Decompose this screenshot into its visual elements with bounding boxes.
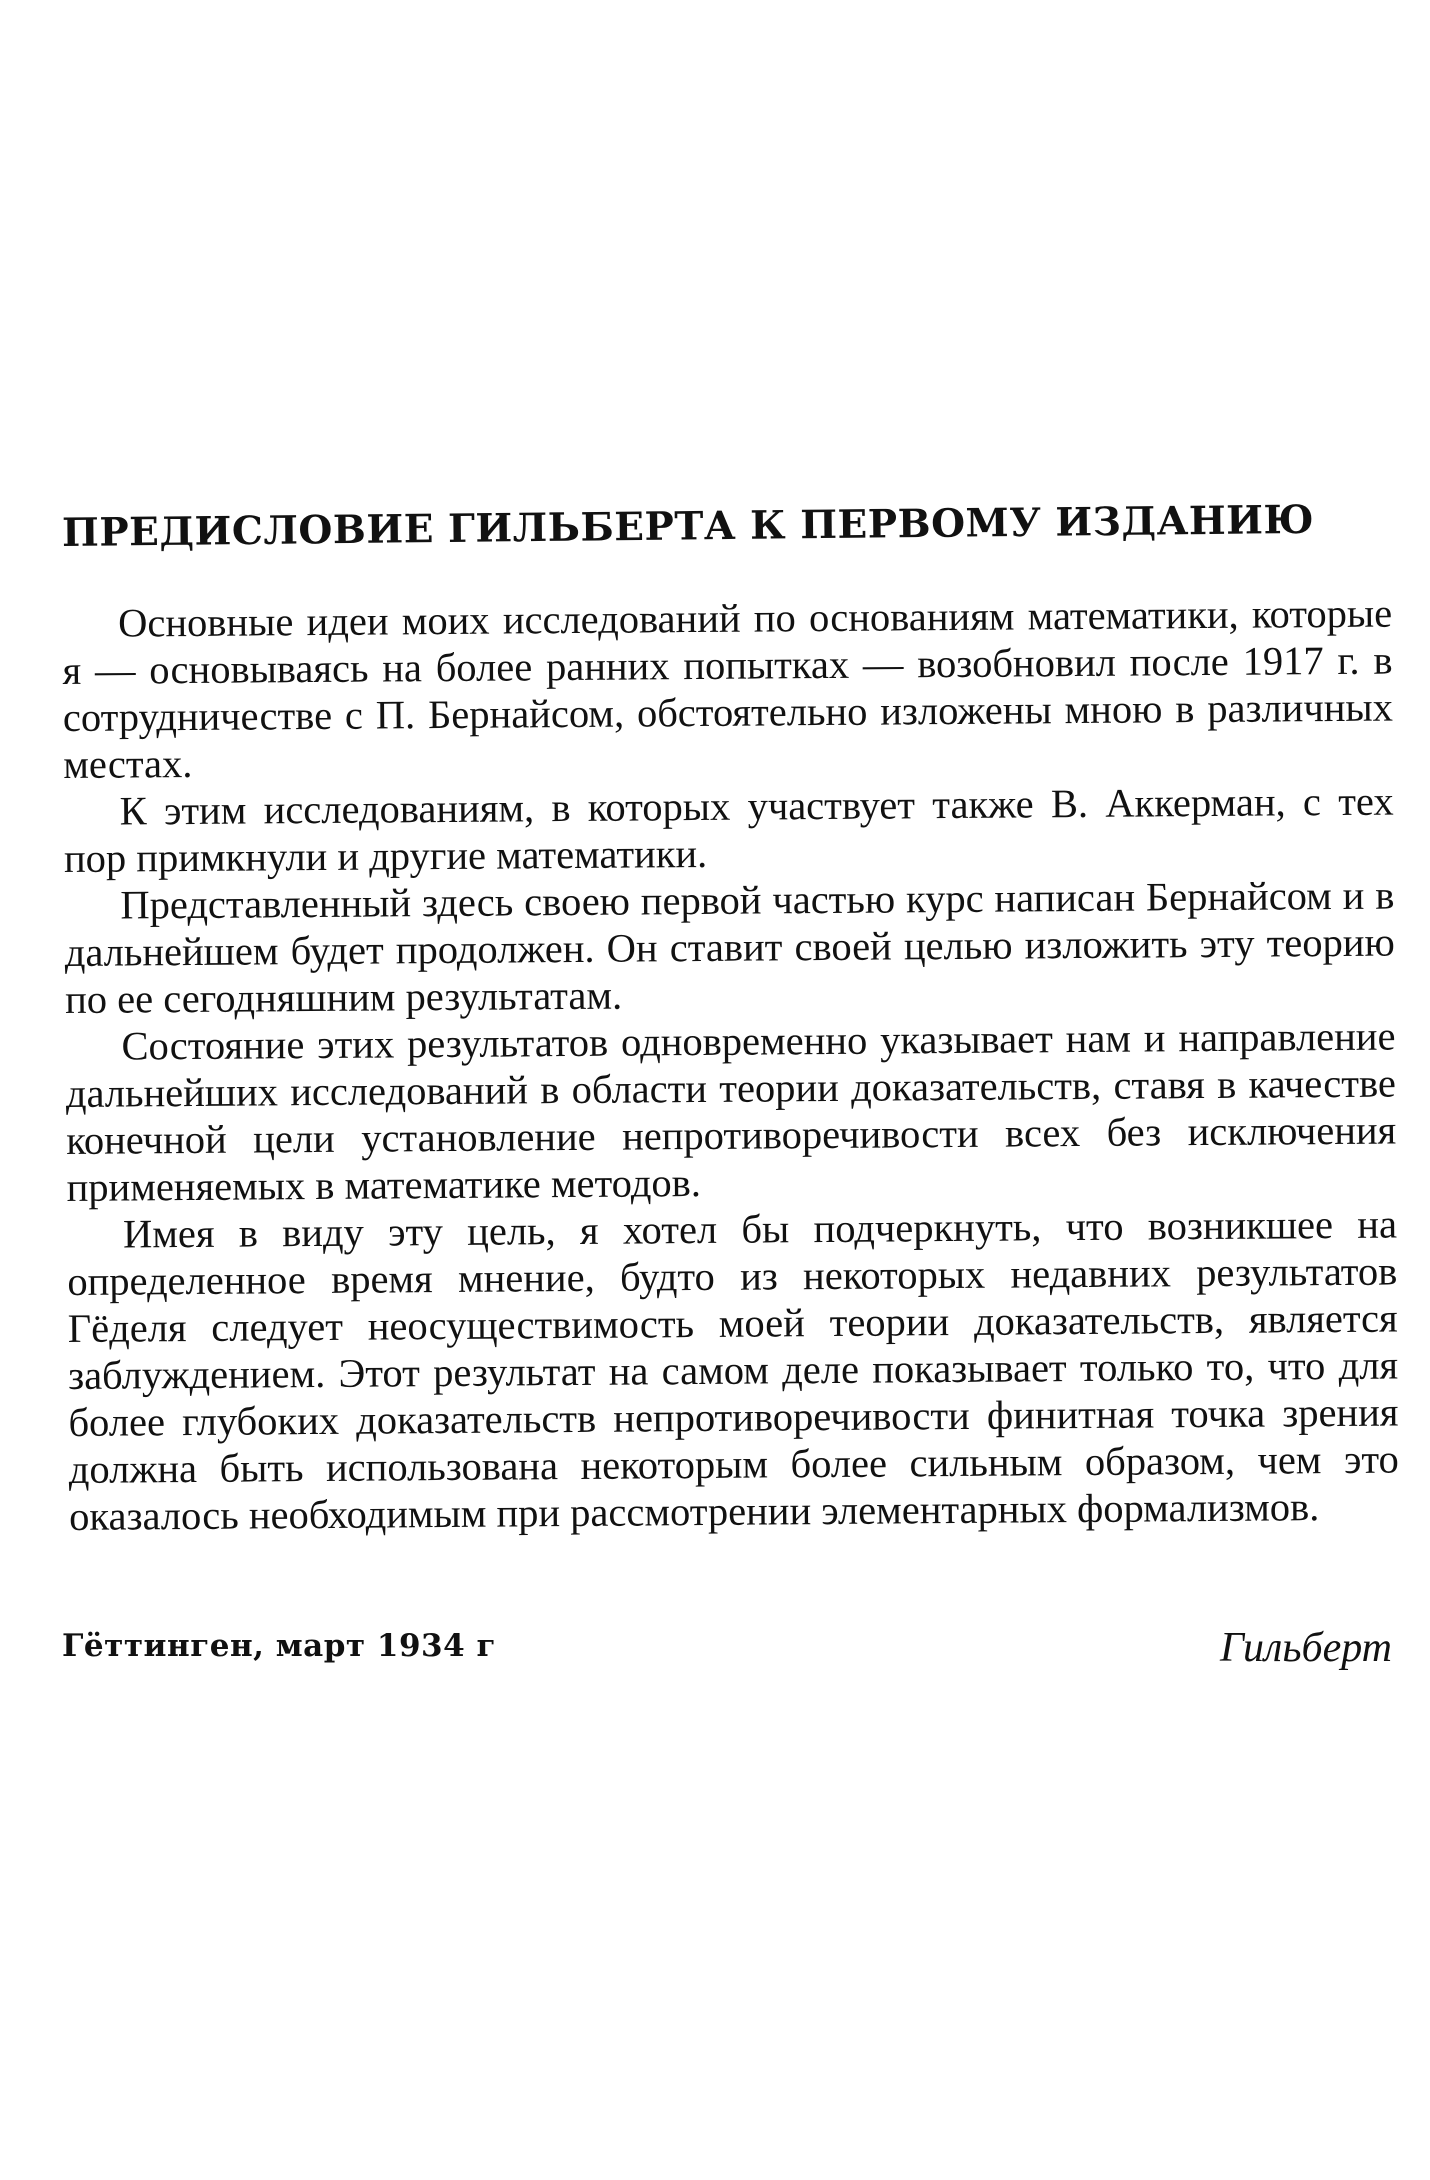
paragraph-4: Состояние этих результатов одновременно указывает нам и направление дальнейших исследований в области теории доказательств, ставя в качестве конечной цели установление непротиворечивости всех без исключения применяемых в математике методов. (65, 1013, 1397, 1210)
document-page (61, 0, 1399, 2180)
body-text (62, 590, 1399, 1540)
footer (62, 1625, 1392, 1678)
paragraph-5: Имея в виду эту цель, я хотел бы подчеркнуть, что возникшее на определенное время мнение, будто из некоторых недавних результатов Гёделя следует неосуществимость моей теории доказательств, является заблуждением. Этот результат на самом деле показывает только то, что для более глубоких доказательств непротиворечивости финитная точка зрения должна быть использована некоторым более сильным образом, чем это оказалось необходимым при рассмотрении элементарных формализмов. (67, 1201, 1399, 1539)
page-title: ПРЕДИСЛОВИЕ ГИЛЬБЕРТА К ПЕРВОМУ ИЗДАНИЮ (61, 496, 1315, 556)
paragraph-3: Представленный здесь своею первой частью курс написан Бернайсом и в дальнейшем будет продолжен. Он ставит своей целью изложить эту теорию по ее сегодняшним результатам. (64, 872, 1395, 1022)
paragraph-1: Основные идеи моих исследований по основаниям математики, которые я — основываясь на более ранних попытках — возобновил после 1917 г. в сотрудничестве с П. Бернайсом, обстоятельно изложены мною в различных местах. (62, 590, 1394, 787)
place-date: Гёттинген, март 1934 г (62, 1628, 496, 1664)
paragraph-2: К этим исследованиям, в которых участвует также В. Аккерман, с тех пор примкнули и другие математики. (63, 778, 1394, 881)
signature: Гильберт (1219, 1625, 1392, 1671)
